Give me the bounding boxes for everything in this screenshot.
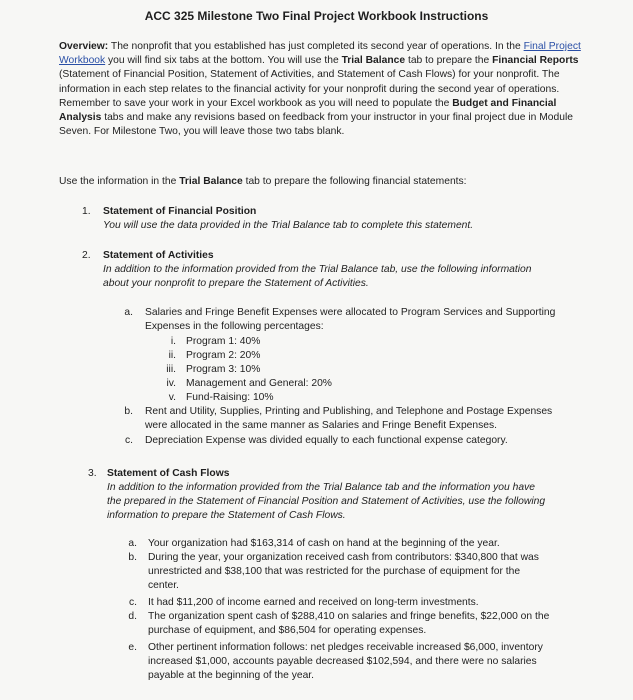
overview-paragraph [59,40,581,139]
list-item-text: increased $1,000, accounts payable decreased $102,594, and there were no salaries [148,656,537,667]
list-item-label: d. [128,611,137,622]
section-number: 3. [88,468,97,479]
list-item-text: payable at the beginning of the year. [148,670,315,681]
sublist-item-label: ii. [168,350,176,361]
list-item-label: c. [124,435,133,446]
list-item-text: Other pertinent information follows: net pledges receivable increased $6,000, inventory [148,642,543,653]
section-description: the prepared in the Statement of Financial Position and Statement of Activities, use the following [107,496,546,507]
intro-text: tab to prepare the following financial statements: [242,176,467,187]
overview-text: The nonprofit that you established has just completed its second year of operations. In the [108,41,524,52]
list-item-label: b. [124,406,133,417]
section-heading: Statement of Activities [103,250,214,261]
list-item-label: e. [128,642,137,653]
sublist-item-text: Management and General: 20% [186,378,332,389]
section-heading: Statement of Cash Flows [107,468,230,479]
list-item-text: Depreciation Expense was divided equally to each functional expense category. [145,435,508,446]
list-item-text: Your organization had $163,314 of cash on hand at the beginning of the year. [148,538,500,549]
page-title: ACC 325 Milestone Two Final Project Workbook Instructions [144,9,489,23]
intro-text: Use the information in the [59,176,180,187]
overview-text: tabs and make any revisions based on feedback from your instructor in your final project due in Module Seven. For Milestone Two, you will leave those two tabs blank. [59,112,573,138]
list-item-text: Rent and Utility, Supplies, Printing and Publishing, and Telephone and Postage Expenses [145,406,553,417]
list-item-text: were allocated in the same manner as Salaries and Fringe Benefit Expenses. [145,420,498,431]
overview-text: tab to prepare the [405,55,493,67]
sublist-item-label: v. [168,392,176,403]
section-heading: Statement of Financial Position [103,206,257,217]
section-description: about your nonprofit to prepare the Statement of Activities. [103,278,369,289]
list-item-text: center. [148,580,179,591]
overview-bold: Financial Reports [492,55,579,67]
section-number: 1. [82,206,91,217]
intro-paragraph [59,175,579,189]
sublist-item-text: Fund-Raising: 10% [186,392,274,403]
list-item-text: It had $11,200 of income earned and received on long-term investments. [148,597,479,608]
sublist-item-text: Program 1: 40% [186,336,261,347]
list-item-text: Expenses in the following percentages: [145,321,324,332]
sublist-item-label: i. [170,336,176,347]
list-item-text: The organization spent cash of $288,410 on salaries and fringe benefits, $22,000 on the [148,611,550,622]
list-item-label: b. [128,552,137,563]
final-project-workbook-link[interactable]: Final Project Workbook [59,41,581,67]
overview-bold: Budget and Financial Analysis [59,97,557,124]
list-item-text: unrestricted and $38,100 that was restricted for the purchase of equipment for the [148,566,521,577]
sublist-item-text: Program 2: 20% [186,350,261,361]
section-description: In addition to the information provided from the Trial Balance tab and the information you have [107,482,535,493]
overview-bold: Trial Balance [341,55,406,67]
list-item-text: purchase of equipment, and $86,504 for operating expenses. [148,625,427,636]
sublist-item-text: Program 3: 10% [186,364,261,375]
section-description: information to prepare the Statement of Cash Flows. [107,510,346,521]
section-description: In addition to the information provided from the Trial Balance tab, use the following information [103,264,532,275]
list-item-text: Salaries and Fringe Benefit Expenses were allocated to Program Services and Supporting [145,307,556,318]
intro-bold: Trial Balance [179,176,243,187]
overview-label: Overview: [59,41,109,52]
section-description: You will use the data provided in the Trial Balance tab to complete this statement. [103,220,474,231]
list-item-label: a. [128,538,137,549]
sublist-item-label: iii. [166,364,176,375]
list-item-label: c. [128,597,137,608]
list-item-label: a. [124,307,133,318]
section-number: 2. [82,250,91,261]
overview-text: (Statement of Financial Position, Statement of Activities, and Statement of Cash Flows) for your nonprofit. The information in each step relates to the financial activity for your nonprofit during the second year of operations. Remember to save your work in your Excel workbook as you will need to populate the [59,69,560,109]
overview-text: you will find six tabs at the bottom. You will use the [105,55,342,67]
sublist-item-label: iv. [166,378,176,389]
list-item-text: During the year, your organization received cash from contributors: $340,800 that was [148,552,539,563]
